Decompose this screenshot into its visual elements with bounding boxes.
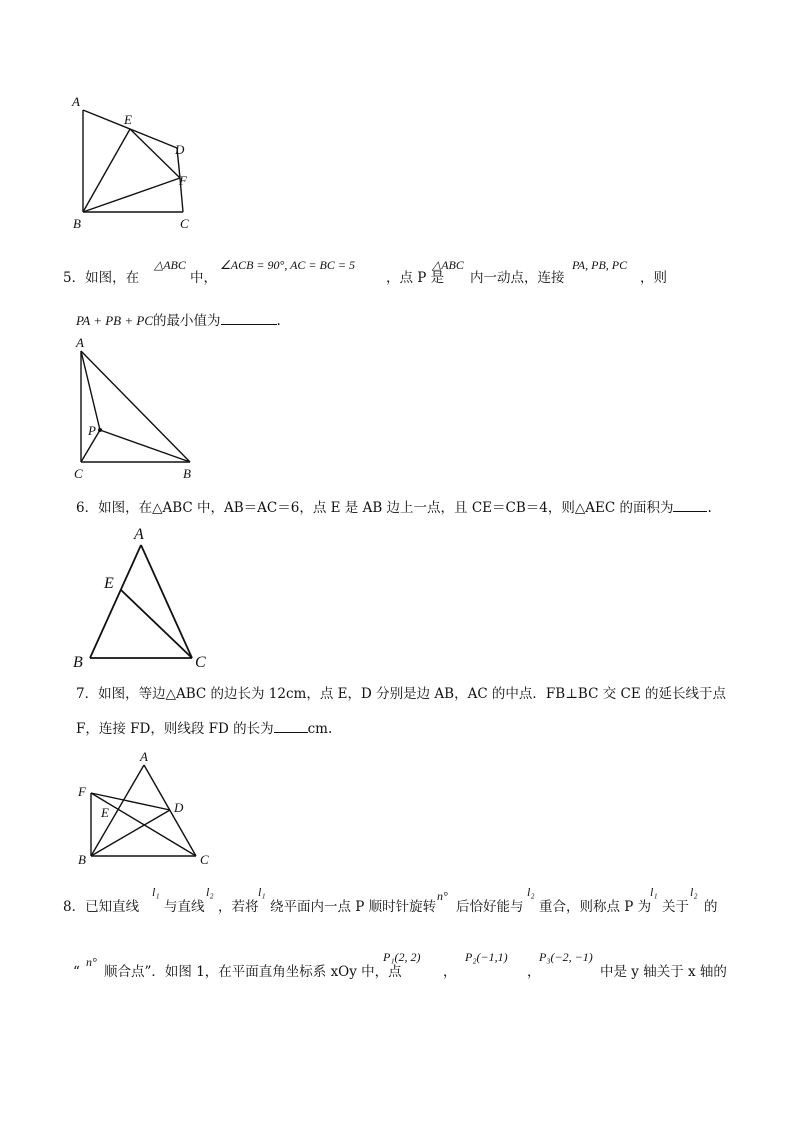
- q8-text-10: 中是 y 轴关于 x 轴的: [600, 964, 727, 980]
- q8-text-5: 后恰好能与: [456, 899, 524, 915]
- q5-triangle-abc-1: △ABC: [154, 258, 186, 272]
- fig4-label-C: C: [180, 216, 189, 231]
- fig6-label-C: C: [195, 654, 206, 671]
- q8-text-6: 重合，则称点 P 为: [539, 899, 652, 915]
- q8-point-p3: P₃(−2, −1): [539, 950, 593, 964]
- q7-line1-text: 7．如图，等边△ABC 的边长为 12cm，点 E，D 分别是边 AB，AC 的中点．FB⊥BC 交 CE 的延长线于点: [76, 686, 726, 702]
- fig5-label-C: C: [74, 466, 83, 481]
- q8-comma-1: ，: [443, 964, 457, 980]
- q5-condition: ∠ACB = 90°, AC = BC = 5: [220, 258, 355, 272]
- q5-zhong: 中，: [190, 270, 217, 286]
- q8-l2-a: l₂: [206, 885, 214, 899]
- q8-l2-b: l₂: [527, 885, 535, 899]
- fig6-label-B: B: [73, 654, 83, 671]
- q6-text: 6．如图，在△ABC 中，AB＝AC＝6，点 E 是 AB 边上一点，且 CE＝CB＝4，则△AEC 的面积为: [76, 500, 674, 516]
- fig7-label-D: D: [174, 800, 184, 815]
- q8-text-4: 绕平面内一点 P 顺时针旋转: [270, 899, 437, 915]
- q8-point-p1: P₁(2, 2): [383, 950, 421, 964]
- q8-l2-c: l₂: [690, 885, 698, 899]
- q7-line2-text: F，连接 FD，则线段 FD 的长为: [76, 721, 274, 737]
- q8-text-9: 顺合点”．如图 1，在平面直角坐标系 xOy 中，点: [104, 964, 402, 980]
- fig7-label-F: F: [78, 784, 86, 799]
- q8-text-3: ，若将: [218, 899, 259, 915]
- fig4-label-A: A: [72, 94, 80, 109]
- q8-comma-2: ，: [527, 964, 541, 980]
- q7-end: cm.: [307, 721, 333, 737]
- q5-tail-text: 的最小值为: [153, 313, 221, 329]
- q5-expression: PA + PB + PC: [76, 313, 154, 328]
- fig7-label-C: C: [200, 852, 209, 867]
- fig4-label-F: F: [179, 173, 187, 188]
- fig4-label-B: B: [73, 216, 81, 231]
- q5-ze: ，则: [640, 270, 667, 286]
- fig7-label-A: A: [140, 749, 148, 764]
- q8-line1: [0, 885, 800, 919]
- fig4-label-E: E: [124, 112, 132, 127]
- fig6-label-E: E: [104, 575, 114, 592]
- fig7-label-E: E: [101, 805, 109, 820]
- q8-l1-b: l₁: [258, 885, 266, 899]
- q8-n-1: n°: [437, 889, 448, 903]
- q8-text-7: 关于: [662, 899, 689, 915]
- q8-l1-a: l₁: [152, 885, 160, 899]
- q5-triangle-abc-2: △ABC: [432, 258, 464, 272]
- q5-segments: PA, PB, PC: [572, 258, 628, 272]
- q8-n-2: n°: [86, 955, 97, 969]
- q6-end: .: [707, 500, 712, 516]
- fig5-label-P: P: [88, 423, 96, 438]
- q8-line2: [0, 950, 800, 984]
- fig4-label-D: D: [175, 142, 185, 157]
- q8-l1-c: l₁: [650, 885, 658, 899]
- q8-quote-open: “: [73, 964, 80, 980]
- q5-inside-text: 内一动点，连接: [470, 270, 565, 286]
- q8-point-p2: P₂(−1,1): [465, 950, 508, 964]
- q5-number-text: 5．如图，在: [63, 270, 140, 286]
- q5-end: .: [276, 313, 281, 329]
- q5-point-p-text: ，点 P 是: [386, 270, 445, 286]
- q8-text-1: 8．已知直线: [63, 899, 140, 915]
- fig5-label-B: B: [183, 466, 191, 481]
- q8-text-2: 与直线: [164, 899, 205, 915]
- q8-text-8: 的: [704, 899, 718, 915]
- fig6-label-A: A: [134, 526, 144, 543]
- fig7-label-B: B: [78, 852, 86, 867]
- fig5-label-A: A: [76, 335, 84, 350]
